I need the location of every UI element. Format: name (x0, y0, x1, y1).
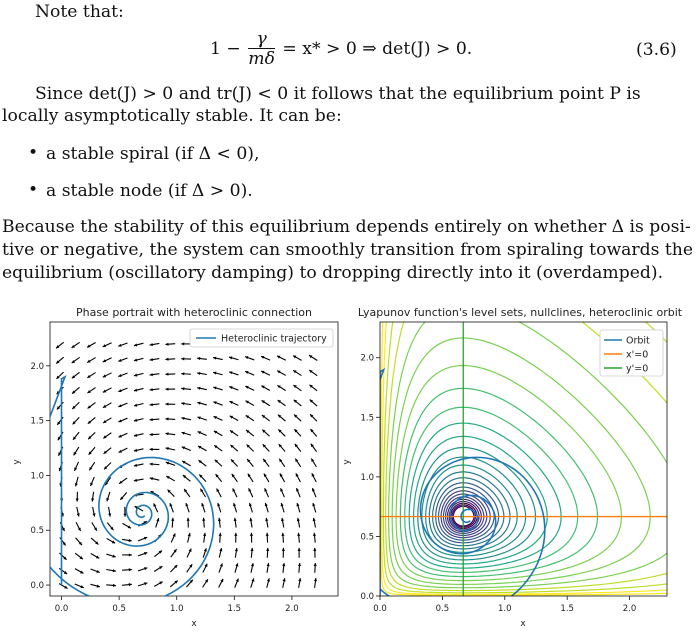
bullet-dot-1: • (28, 143, 39, 163)
right-legend-orbit: Orbit (626, 335, 650, 347)
right-x-tick-label: 0.0 (373, 604, 387, 614)
left-y-tick-label: 0.5 (30, 526, 44, 537)
right-legend-x-nullcline: x'=0 (626, 349, 649, 361)
left-x-axis-label: x (191, 619, 197, 629)
equation-fraction (248, 30, 275, 69)
left-y-tick-label: 1.0 (30, 471, 44, 482)
right-legend (600, 330, 663, 376)
paragraph-line-2: tive or negative, the system can smoothly transition from spiraling towards the (2, 240, 694, 260)
right-x-tick-label: 2.0 (622, 604, 637, 614)
left-x-tick-label: 2.0 (285, 604, 299, 614)
right-x-axis-label: x (520, 619, 526, 629)
left-legend-entry: Heteroclinic trajectory (221, 333, 327, 345)
right-chart (339, 302, 700, 629)
left-legend (190, 329, 333, 347)
since-line-1: Since det(J) > 0 and tr(J) < 0 it follows that the equilibrium point P is (35, 84, 641, 104)
right-y-tick-label: 2.0 (360, 353, 374, 364)
right-legend-y-nullcline: y'=0 (626, 363, 649, 375)
bullet-dot-2: • (28, 180, 39, 200)
right-chart-title: Lyapunov function's level sets, nullclines, heteroclinic orbit (357, 306, 683, 319)
left-x-tick-label: 0.0 (54, 604, 69, 614)
note-text: Note that: (35, 2, 124, 22)
left-y-tick-label: 1.5 (30, 416, 44, 427)
right-y-axis-label: y (342, 459, 352, 465)
left-y-axis-label: y (12, 459, 22, 465)
left-y-tick-label: 0.0 (30, 581, 44, 592)
fraction-numerator: γ (248, 30, 275, 49)
left-chart-title: Phase portrait with heteroclinic connection (75, 306, 313, 319)
since-line-2: locally asymptotically stable. It can be: (2, 106, 342, 126)
right-y-tick-label: 1.0 (360, 472, 374, 483)
fraction-denominator: mδ (248, 49, 275, 69)
bullet-item-stable-node: a stable node (if Δ > 0). (46, 181, 253, 201)
right-x-tick-label: 1.5 (560, 604, 574, 614)
equation-3-6 (210, 30, 472, 69)
paragraph-line-3: equilibrium (oscillatory damping) to dropping directly into it (overdamped). (2, 263, 664, 283)
left-chart (12, 306, 338, 629)
equation-rhs: = x* > 0 ⇒ det(J) > 0. (282, 39, 473, 59)
bullet-item-stable-spiral: a stable spiral (if Δ < 0), (46, 144, 260, 164)
left-x-tick-label: 1.0 (169, 604, 184, 614)
paragraph-line-1: Because the stability of this equilibrium depends entirely on whether Δ is posi- (2, 217, 691, 237)
right-x-tick-label: 0.5 (435, 604, 450, 614)
equation-lhs: 1 − (210, 39, 241, 59)
right-y-tick-label: 1.5 (360, 413, 374, 424)
figure-phase-portraits (0, 302, 700, 632)
right-x-tick-label: 1.0 (498, 604, 512, 614)
left-y-tick-label: 2.0 (30, 361, 44, 372)
right-y-tick-label: 0.0 (360, 592, 374, 602)
right-y-tick-label: 0.5 (360, 532, 374, 543)
left-x-tick-label: 1.5 (227, 604, 242, 614)
equation-number: (3.6) (636, 40, 677, 60)
left-x-tick-label: 0.5 (112, 604, 126, 614)
